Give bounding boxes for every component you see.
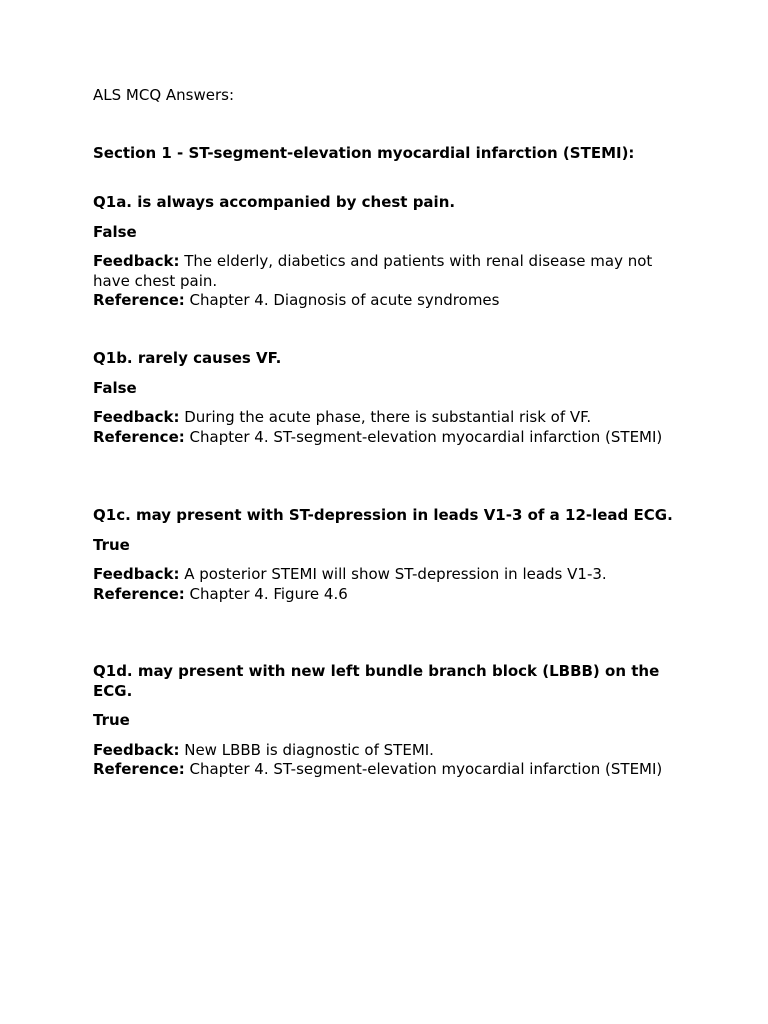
- reference-label: Reference:: [93, 760, 185, 778]
- feedback-line: [93, 741, 683, 761]
- feedback-block: [93, 252, 683, 311]
- reference-label: Reference:: [93, 427, 185, 446]
- reference-text: Chapter 4. Diagnosis of acute syndromes: [189, 291, 500, 309]
- section-heading: Section 1 - ST-segment-elevation myocardial infarction (STEMI):: [93, 144, 635, 162]
- question-text: Q1d. may present with new left bundle branch block (LBBB) on the ECG.: [93, 662, 660, 700]
- feedback-text: A posterior STEMI will show ST-depression in leads V1-3.: [184, 565, 607, 583]
- question-text: Q1a. is always accompanied by chest pain.: [93, 193, 456, 211]
- reference-line: [93, 428, 683, 448]
- feedback-label: Feedback:: [93, 740, 180, 759]
- feedback-text: The elderly, diabetics and patients with renal disease may not have chest pain.: [93, 252, 653, 290]
- feedback-block: [93, 565, 683, 604]
- feedback-line: [93, 252, 683, 291]
- reference-line: [93, 760, 683, 780]
- question-block-q1b: [93, 349, 683, 447]
- question-answer: True: [93, 535, 130, 554]
- feedback-label: Feedback:: [93, 252, 180, 270]
- feedback-line: [93, 408, 683, 428]
- question-text: Q1b. rarely causes VF.: [93, 349, 282, 367]
- reference-text: Chapter 4. ST-segment-elevation myocardial infarction (STEMI): [189, 760, 663, 778]
- reference-line: [93, 585, 683, 605]
- question-text: Q1c. may present with ST-depression in leads V1-3 of a 12-lead ECG.: [93, 506, 673, 524]
- feedback-block: [93, 741, 683, 780]
- question-answer: False: [93, 378, 137, 397]
- question-block-q1a: [93, 193, 683, 311]
- question-block-q1d: [93, 662, 683, 780]
- document-title: ALS MCQ Answers:: [93, 86, 235, 104]
- feedback-block: [93, 408, 683, 447]
- reference-label: Reference:: [93, 584, 185, 603]
- question-block-q1c: [93, 506, 683, 604]
- feedback-line: [93, 565, 683, 585]
- feedback-text: During the acute phase, there is substantial risk of VF.: [184, 408, 592, 426]
- reference-text: Chapter 4. Figure 4.6: [189, 584, 348, 603]
- feedback-text: New LBBB is diagnostic of STEMI.: [184, 740, 434, 759]
- reference-line: [93, 291, 683, 311]
- reference-label: Reference:: [93, 291, 185, 309]
- feedback-label: Feedback:: [93, 408, 180, 426]
- reference-text: Chapter 4. ST-segment-elevation myocardial infarction (STEMI): [189, 427, 663, 446]
- feedback-label: Feedback:: [93, 565, 180, 583]
- question-answer: True: [93, 711, 130, 729]
- question-answer: False: [93, 222, 137, 241]
